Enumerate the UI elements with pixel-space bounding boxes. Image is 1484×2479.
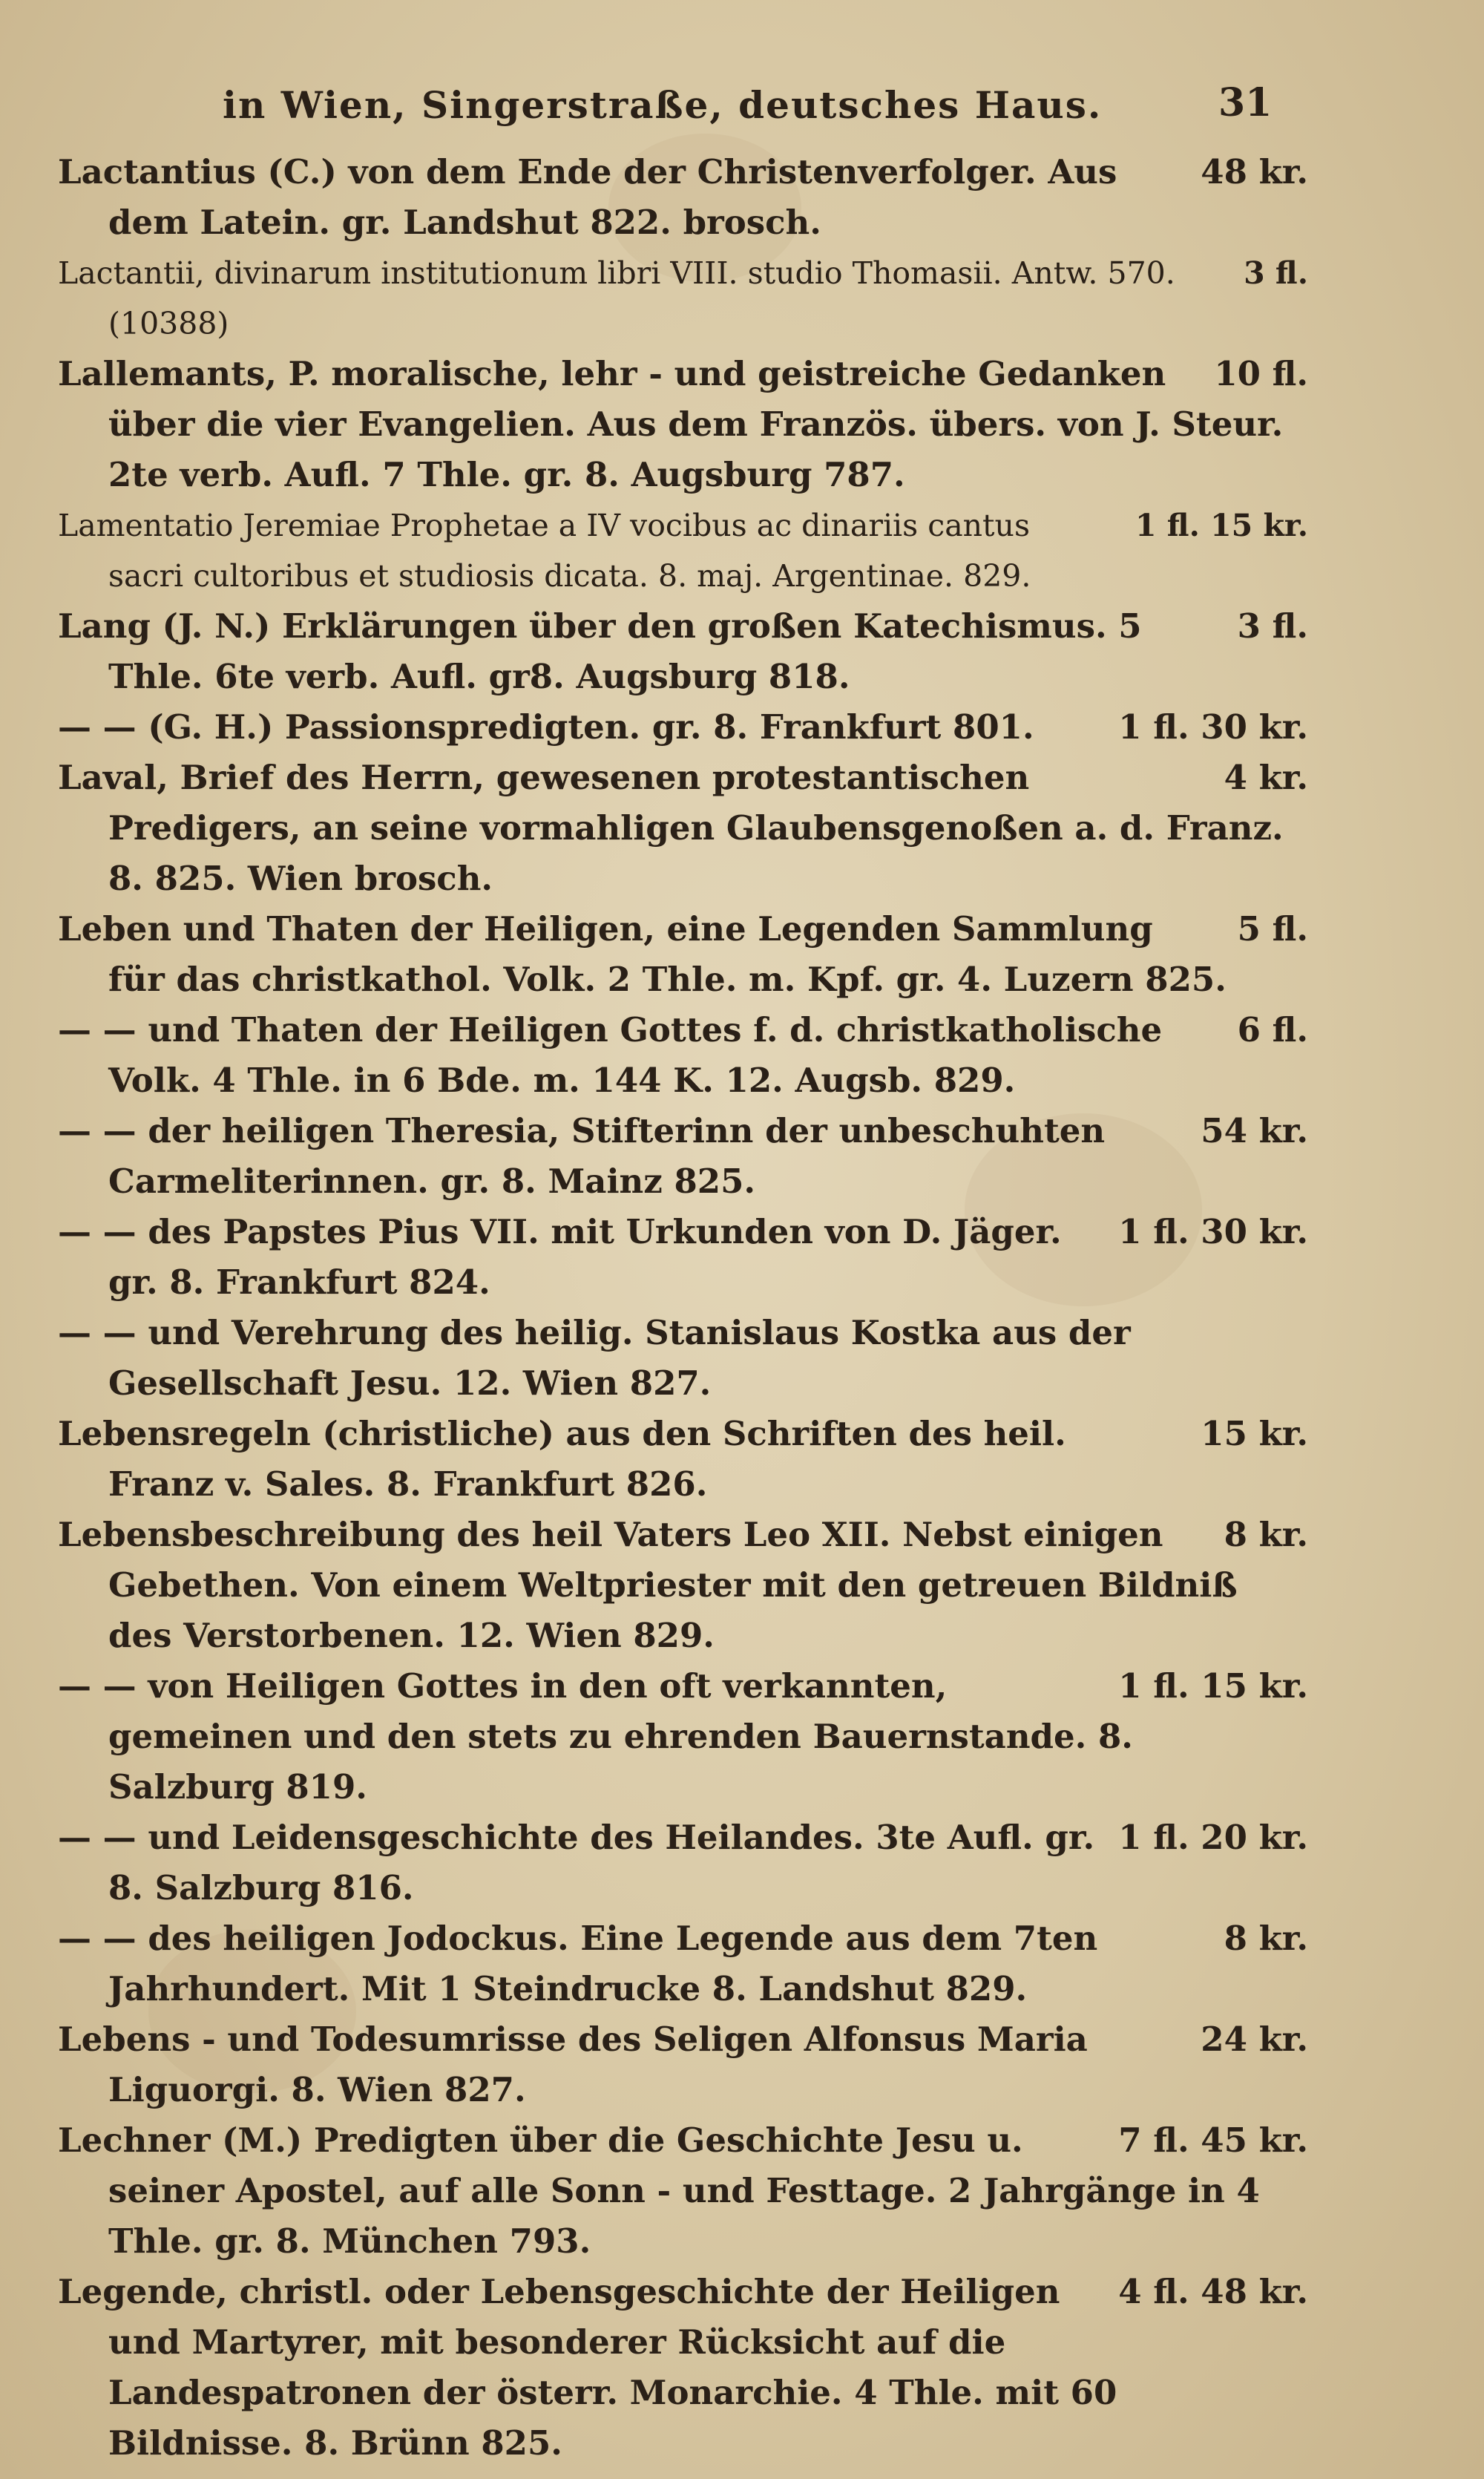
- catalog-entry: [58, 904, 1308, 1005]
- entry-price: 1 fl. 30 kr.: [1118, 707, 1308, 747]
- entry-price: 10 fl.: [1214, 354, 1308, 393]
- entry-price: 4 kr.: [1224, 758, 1308, 797]
- entry-text: — — von Heiligen Gottes in den oft verkannten, gemeinen und den stets zu ehrenden Bauernstande. 8. Salzburg 819.: [58, 1666, 1133, 1807]
- entry-price: 5 fl.: [1237, 909, 1308, 949]
- catalog-entry: [58, 248, 1308, 349]
- entry-text: — — des Papstes Pius VII. mit Urkunden von D. Jäger. gr. 8. Frankfurt 824.: [58, 1212, 1062, 1302]
- catalog-entry: [58, 1409, 1308, 1510]
- catalog-list: [58, 147, 1308, 2469]
- catalog-entry: [58, 1308, 1308, 1409]
- entry-text: Lamentatio Jeremiae Prophetae a IV vocibus ac dinariis cantus sacri cultoribus et studiosis dicata. 8. maj. Argentinae. 829.: [58, 508, 1031, 594]
- page-number: 31: [1218, 80, 1273, 125]
- entry-price: 3 fl.: [1237, 606, 1308, 646]
- entry-text: Lebens - und Todesumrisse des Seligen Alfonsus Maria Liguorgi. 8. Wien 827.: [58, 2020, 1088, 2109]
- entry-text: Lactantii, divinarum institutionum libri VIII. studio Thomasii. Antw. 570. (10388): [58, 255, 1175, 341]
- entry-text: Lebensbeschreibung des heil Vaters Leo XII. Nebst einigen Gebethen. Von einem Weltpriester mit den getreuen Bildniß des Verstorbenen. 12. Wien 829.: [58, 1515, 1238, 1655]
- entry-text: — — und Leidensgeschichte des Heilandes. 3te Aufl. gr. 8. Salzburg 816.: [58, 1818, 1095, 1907]
- entry-text: Leben und Thaten der Heiligen, eine Legenden Sammlung für das christkathol. Volk. 2 Thle. m. Kpf. gr. 4. Luzern 825.: [58, 909, 1227, 999]
- entry-text: Lebensregeln (christliche) aus den Schriften des heil. Franz v. Sales. 8. Frankfurt 826.: [58, 1414, 1066, 1504]
- catalog-entry: [58, 1005, 1308, 1106]
- entry-price: 1 fl. 30 kr.: [1118, 1212, 1308, 1251]
- entry-price: 4 fl. 48 kr.: [1118, 2272, 1308, 2311]
- entry-text: — — und Thaten der Heiligen Gottes f. d. christkatholische Volk. 4 Thle. in 6 Bde. m. 144 K. 12. Augsb. 829.: [58, 1010, 1163, 1100]
- catalog-entry: [58, 349, 1308, 500]
- catalog-entry: [58, 2115, 1308, 2267]
- catalog-entry: [58, 753, 1308, 904]
- entry-price: 24 kr.: [1201, 2020, 1308, 2059]
- entry-text: Lactantius (C.) von dem Ende der Christenverfolger. Aus dem Latein. gr. Landshut 822. brosch.: [58, 152, 1117, 242]
- entry-price: 54 kr.: [1201, 1111, 1308, 1150]
- catalog-entry: [58, 2267, 1308, 2469]
- entry-text: — — (G. H.) Passionspredigten. gr. 8. Frankfurt 801.: [58, 707, 1034, 747]
- catalog-entry: [58, 1106, 1308, 1207]
- entry-text: Lallemants, P. moralische, lehr - und geistreiche Gedanken über die vier Evangelien. Aus dem Französ. übers. von J. Steur. 2te verb. Aufl. 7 Thle. gr. 8. Augsburg 787.: [58, 354, 1284, 494]
- catalog-entry: [58, 2014, 1308, 2115]
- catalog-entry: [58, 1510, 1308, 1661]
- catalog-entry: [58, 1913, 1308, 2014]
- catalog-entry: [58, 147, 1308, 248]
- entry-price: 15 kr.: [1201, 1414, 1308, 1453]
- entry-price: 48 kr.: [1201, 152, 1308, 191]
- entry-price: 1 fl. 15 kr.: [1135, 508, 1308, 543]
- entry-price: 1 fl. 20 kr.: [1118, 1818, 1308, 1857]
- entry-text: Legende, christl. oder Lebensgeschichte der Heiligen und Martyrer, mit besonderer Rücksicht auf die Landespatronen der österr. Monarchie. 4 Thle. mit 60 Bildnisse. 8. Brünn 825.: [58, 2272, 1117, 2463]
- entry-price: 3 fl.: [1244, 255, 1308, 291]
- catalog-entry: [58, 1661, 1308, 1812]
- catalog-entry: [58, 702, 1308, 753]
- entry-text: — — des heiligen Jodockus. Eine Legende aus dem 7ten Jahrhundert. Mit 1 Steindrucke 8. Landshut 829.: [58, 1919, 1098, 2008]
- entry-text: Lang (J. N.) Erklärungen über den großen Katechismus. 5 Thle. 6te verb. Aufl. gr8. Augsburg 818.: [58, 606, 1142, 696]
- entry-price: 1 fl. 15 kr.: [1118, 1666, 1308, 1706]
- entry-text: Laval, Brief des Herrn, gewesenen protestantischen Predigers, an seine vormahligen Glaubensgenoßen a. d. Franz. 8. 825. Wien brosch.: [58, 758, 1284, 898]
- running-header: in Wien, Singerstraße, deutsches Haus.: [223, 83, 1103, 127]
- entry-text: — — der heiligen Theresia, Stifterinn der unbeschuhten Carmeliterinnen. gr. 8. Mainz 825.: [58, 1111, 1106, 1201]
- catalog-entry: [58, 601, 1308, 702]
- entry-text: Lechner (M.) Predigten über die Geschichte Jesu u. seiner Apostel, auf alle Sonn - und Festtage. 2 Jahrgänge in 4 Thle. gr. 8. München 793.: [58, 2121, 1260, 2261]
- entry-price: 8 kr.: [1224, 1919, 1308, 1958]
- entry-price: 8 kr.: [1224, 1515, 1308, 1554]
- entry-price: 6 fl.: [1237, 1010, 1308, 1049]
- catalog-entry: [58, 1812, 1308, 1913]
- catalog-entry: [58, 500, 1308, 601]
- entry-price: 7 fl. 45 kr.: [1118, 2121, 1308, 2160]
- catalog-entry: [58, 1207, 1308, 1308]
- entry-text: — — und Verehrung des heilig. Stanislaus Kostka aus der Gesellschaft Jesu. 12. Wien 827.: [58, 1313, 1131, 1403]
